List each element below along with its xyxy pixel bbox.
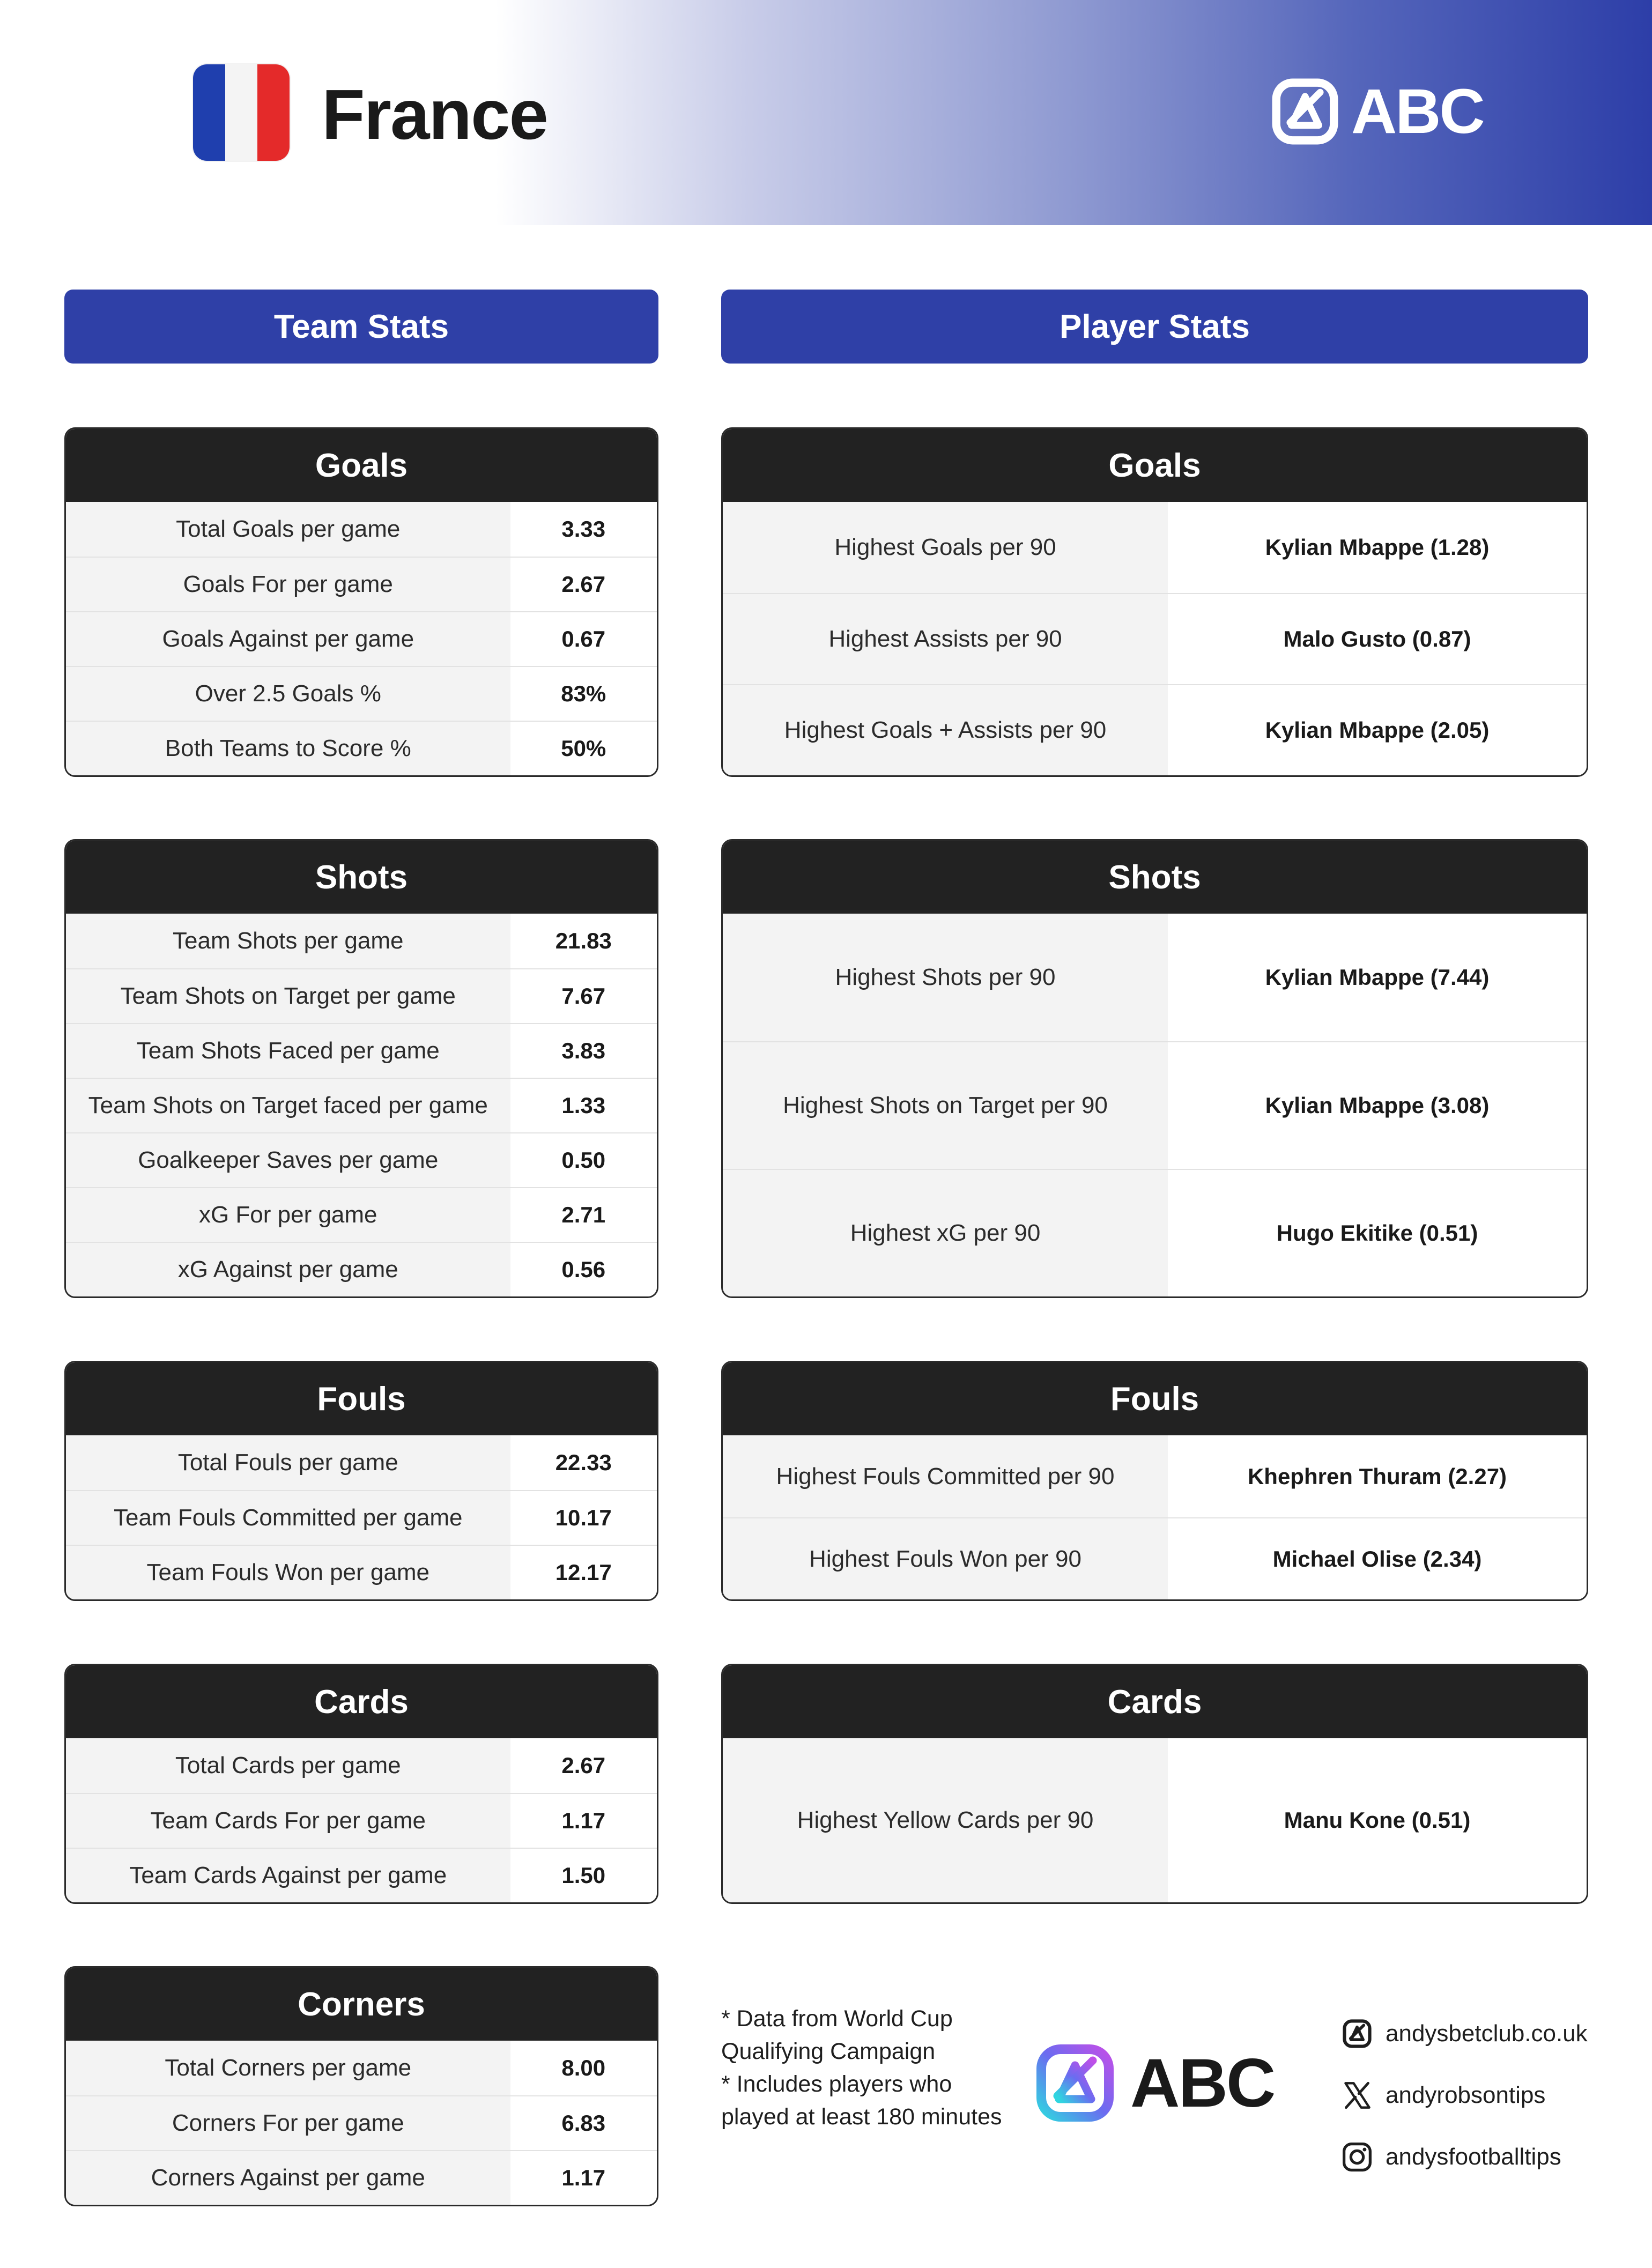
team-stats-heading: Team Stats: [64, 290, 658, 364]
stat-value: 1.17: [510, 2151, 657, 2205]
table-row: [66, 968, 657, 1023]
abc-logo-icon: [1271, 77, 1339, 146]
table-row: [66, 2095, 657, 2150]
stat-value: Michael Olise (2.34): [1168, 1518, 1587, 1599]
brand-name: ABC: [1130, 2044, 1275, 2122]
table-row: [723, 593, 1587, 684]
table-row: [66, 2150, 657, 2205]
player-fouls-table: [721, 1361, 1588, 1601]
player-shots-table: [721, 839, 1588, 1298]
stat-label: Corners Against per game: [66, 2151, 510, 2205]
website-link[interactable]: [1340, 2003, 1588, 2064]
instagram-link[interactable]: [1340, 2126, 1588, 2188]
footnote: * Includes players who played at least 180 minutes: [721, 2071, 1002, 2130]
stat-value: 2.71: [510, 1188, 657, 1242]
stat-value: 6.83: [510, 2096, 657, 2150]
table-title: Corners: [66, 1968, 657, 2041]
abc-logo-icon: [1340, 2017, 1374, 2050]
stat-value: Kylian Mbappe (1.28): [1168, 502, 1587, 593]
stat-value: 3.33: [510, 502, 657, 557]
stat-label: Highest Goals per 90: [723, 502, 1168, 593]
stat-value: Manu Kone (0.51): [1168, 1738, 1587, 1902]
table-title: Goals: [723, 429, 1587, 502]
table-title: Shots: [723, 841, 1587, 914]
table-title: Shots: [66, 841, 657, 914]
stat-label: Highest Shots on Target per 90: [723, 1042, 1168, 1169]
table-row: [66, 1078, 657, 1132]
table-row: [66, 1793, 657, 1848]
table-title: Cards: [723, 1665, 1587, 1738]
stat-value: Kylian Mbappe (2.05): [1168, 685, 1587, 775]
stat-label: Highest Yellow Cards per 90: [723, 1738, 1168, 1902]
stat-value: Kylian Mbappe (3.08): [1168, 1042, 1587, 1169]
table-row: [723, 1041, 1587, 1169]
table-title: Goals: [66, 429, 657, 502]
stat-label: xG Against per game: [66, 1243, 510, 1296]
table-row: [66, 1132, 657, 1187]
stat-label: Team Fouls Won per game: [66, 1546, 510, 1599]
stat-value: 7.67: [510, 969, 657, 1023]
stat-label: Highest Fouls Committed per 90: [723, 1435, 1168, 1517]
player-goals-table: [721, 427, 1588, 777]
table-row: [66, 914, 657, 968]
abc-logo-icon: [1035, 2043, 1115, 2123]
stat-value: 1.17: [510, 1794, 657, 1848]
stat-label: Over 2.5 Goals %: [66, 667, 510, 721]
country-title: France: [322, 75, 547, 154]
social-label: andyrobsontips: [1386, 2081, 1546, 2108]
table-row: [723, 684, 1587, 775]
stat-value: Kylian Mbappe (7.44): [1168, 914, 1587, 1041]
stat-value: 1.50: [510, 1849, 657, 1902]
table-row: [723, 502, 1587, 593]
table-row: [66, 2041, 657, 2095]
stat-value: 0.50: [510, 1133, 657, 1187]
stat-value: 10.17: [510, 1491, 657, 1545]
stat-value: Khephren Thuram (2.27): [1168, 1435, 1587, 1517]
stat-value: 0.67: [510, 612, 657, 666]
stat-label: Goalkeeper Saves per game: [66, 1133, 510, 1187]
brand-logo-footer: [1035, 2043, 1274, 2123]
stat-value: 2.67: [510, 558, 657, 611]
header-banner: [0, 0, 1652, 225]
stat-value: Hugo Ekitike (0.51): [1168, 1170, 1587, 1296]
table-row: [723, 1738, 1587, 1902]
table-row: [723, 914, 1587, 1041]
stat-value: 1.33: [510, 1079, 657, 1132]
stat-label: Team Shots per game: [66, 914, 510, 968]
team-cards-table: [64, 1664, 658, 1904]
stat-label: xG For per game: [66, 1188, 510, 1242]
stat-label: Team Cards For per game: [66, 1794, 510, 1848]
stat-label: Total Cards per game: [66, 1738, 510, 1793]
social-label: andysbetclub.co.uk: [1386, 2020, 1588, 2047]
table-row: [66, 1545, 657, 1599]
stat-value: 50%: [510, 722, 657, 775]
stat-label: Both Teams to Score %: [66, 722, 510, 775]
brand-logo: [1271, 75, 1484, 148]
social-links: [1340, 2003, 1588, 2188]
stat-value: 21.83: [510, 914, 657, 968]
table-title: Fouls: [66, 1362, 657, 1435]
stat-value: 2.67: [510, 1738, 657, 1793]
stat-label: Team Shots on Target per game: [66, 969, 510, 1023]
table-row: [66, 502, 657, 557]
table-row: [723, 1169, 1587, 1296]
x-icon: [1340, 2079, 1374, 2112]
stat-label: Goals Against per game: [66, 612, 510, 666]
table-row: [66, 1435, 657, 1490]
brand-name: ABC: [1351, 76, 1484, 147]
table-row: [723, 1517, 1587, 1599]
stat-label: Team Cards Against per game: [66, 1849, 510, 1902]
table-row: [66, 557, 657, 611]
social-label: andysfootballtips: [1386, 2143, 1561, 2170]
table-row: [66, 1848, 657, 1902]
stat-label: Highest Goals + Assists per 90: [723, 685, 1168, 775]
player-cards-table: [721, 1664, 1588, 1904]
stat-label: Corners For per game: [66, 2096, 510, 2150]
team-fouls-table: [64, 1361, 658, 1601]
table-title: Cards: [66, 1665, 657, 1738]
stat-label: Highest xG per 90: [723, 1170, 1168, 1296]
stat-value: Malo Gusto (0.87): [1168, 594, 1587, 684]
table-row: [66, 1738, 657, 1793]
stat-label: Total Corners per game: [66, 2041, 510, 2095]
x-link[interactable]: [1340, 2064, 1588, 2126]
stat-label: Team Shots Faced per game: [66, 1024, 510, 1078]
stat-label: Highest Fouls Won per 90: [723, 1518, 1168, 1599]
table-row: [66, 1242, 657, 1296]
stat-label: Highest Shots per 90: [723, 914, 1168, 1041]
team-shots-table: [64, 839, 658, 1298]
footnote: * Data from World Cup Qualifying Campaign: [721, 2006, 953, 2064]
table-row: [66, 611, 657, 666]
footnotes: [721, 2003, 1011, 2133]
team-corners-table: [64, 1966, 658, 2206]
team-goals-table: [64, 427, 658, 777]
stat-value: 3.83: [510, 1024, 657, 1078]
table-row: [723, 1435, 1587, 1517]
stat-value: 12.17: [510, 1546, 657, 1599]
stat-value: 83%: [510, 667, 657, 721]
table-title: Fouls: [723, 1362, 1587, 1435]
table-row: [66, 666, 657, 721]
instagram-icon: [1340, 2140, 1374, 2174]
stat-label: Highest Assists per 90: [723, 594, 1168, 684]
stat-label: Total Goals per game: [66, 502, 510, 557]
table-row: [66, 1187, 657, 1242]
stat-label: Team Shots on Target faced per game: [66, 1079, 510, 1132]
stat-label: Goals For per game: [66, 558, 510, 611]
table-row: [66, 721, 657, 775]
stat-value: 22.33: [510, 1435, 657, 1490]
stat-value: 0.56: [510, 1243, 657, 1296]
stat-value: 8.00: [510, 2041, 657, 2095]
stat-label: Total Fouls per game: [66, 1435, 510, 1490]
france-flag-icon: [193, 64, 290, 161]
stat-label: Team Fouls Committed per game: [66, 1491, 510, 1545]
player-stats-heading: Player Stats: [721, 290, 1588, 364]
table-row: [66, 1023, 657, 1078]
table-row: [66, 1490, 657, 1545]
